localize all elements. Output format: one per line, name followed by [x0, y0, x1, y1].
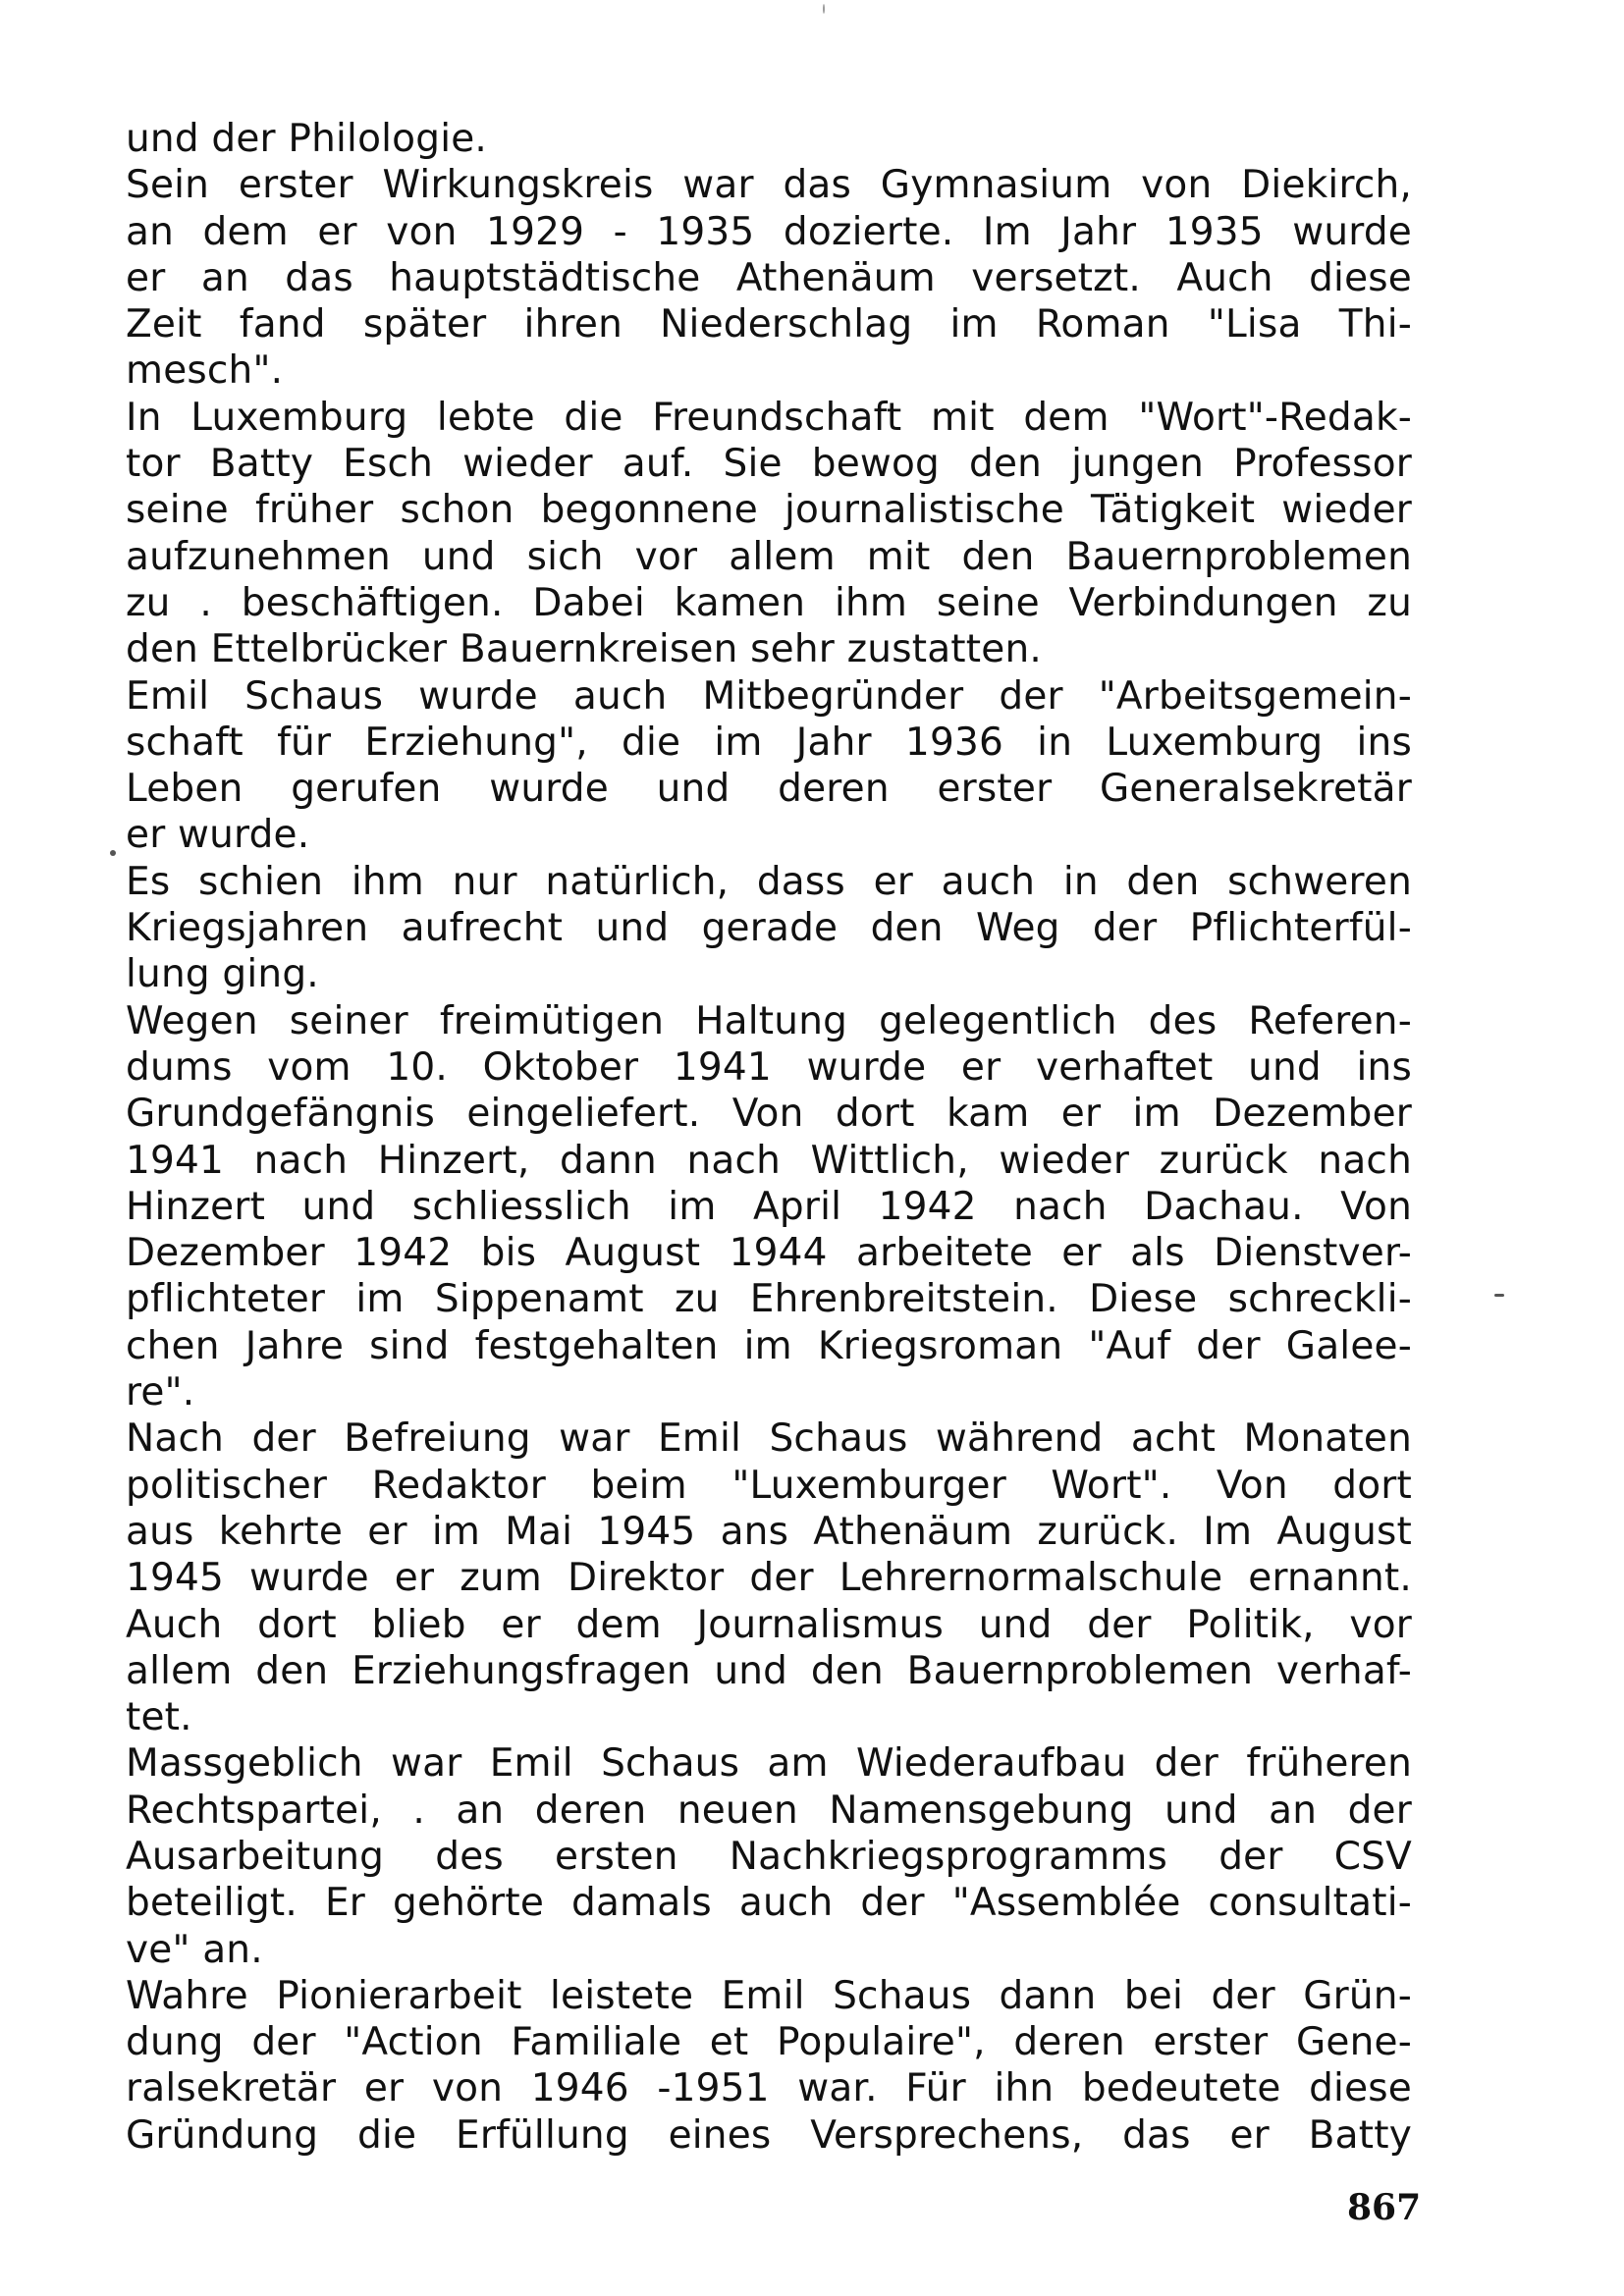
text-line: er an das hauptstädtische Athenäum versetzt. Auch diese [126, 255, 1412, 300]
text-line: 1945 wurde er zum Direktor der Lehrernormalschule ernannt. [126, 1556, 1412, 1601]
text-line: Wegen seiner freimütigen Haltung gelegentlich des Referen- [126, 998, 1412, 1043]
text-line: Sein erster Wirkungskreis war das Gymnasium von Diekirch, [126, 163, 1412, 208]
text-line: Massgeblich war Emil Schaus am Wiederaufbau der früheren [126, 1741, 1412, 1787]
text-line: Es schien ihm nur natürlich, dass er auch in den schweren [126, 859, 1412, 904]
text-line: Auch dort blieb er dem Journalismus und der Politik, vor [126, 1602, 1412, 1647]
text-line: dung der "Action Familiale et Populaire", deren erster Gene- [126, 2020, 1412, 2065]
text-line: Wahre Pionierarbeit leistete Emil Schaus dann bei der Grün- [126, 1973, 1412, 2018]
text-line: aus kehrte er im Mai 1945 ans Athenäum zurück. Im August [126, 1509, 1412, 1554]
text-line: seine früher schon begonnene journalistische Tätigkeit wieder [126, 488, 1412, 533]
text-line: Kriegsjahren aufrecht und gerade den Weg der Pflichterfül- [126, 906, 1412, 951]
text-line: ralsekretär er von 1946 -1951 war. Für ihn bedeutete diese [126, 2066, 1412, 2111]
body-text [126, 116, 1412, 2159]
text-line: an dem er von 1929 - 1935 dozierte. Im Jahr 1935 wurde [126, 209, 1412, 254]
scan-speck [110, 850, 116, 856]
page-number: 867 [1347, 2187, 1422, 2228]
text-line: Grundgefängnis eingeliefert. Von dort kam er im Dezember [126, 1092, 1412, 1137]
text-line: schaft für Erziehung", die im Jahr 1936 in Luxemburg ins [126, 720, 1412, 765]
text-line: 1941 nach Hinzert, dann nach Wittlich, wieder zurück nach [126, 1138, 1412, 1183]
text-line: Emil Schaus wurde auch Mitbegründer der "Arbeitsgemein- [126, 673, 1412, 719]
text-line: Leben gerufen wurde und deren erster Generalsekretär [126, 767, 1412, 812]
text-line: Gründung die Erfüllung eines Versprechens, das er Batty [126, 2112, 1412, 2158]
text-line: dums vom 10. Oktober 1941 wurde er verhaftet und ins [126, 1044, 1412, 1090]
text-line: tor Batty Esch wieder auf. Sie bewog den jungen Professor [126, 442, 1412, 487]
text-line: und der Philologie. [126, 117, 488, 161]
text-line: Zeit fand später ihren Niederschlag im Roman "Lisa Thi- [126, 302, 1412, 347]
text-line: aufzunehmen und sich vor allem mit den Bauernproblemen [126, 534, 1412, 579]
text-line: In Luxemburg lebte die Freundschaft mit dem "Wort"-Redak- [126, 395, 1412, 440]
scan-speck [823, 4, 825, 14]
text-line: allem den Erziehungsfragen und den Bauernproblemen verhaf- [126, 1648, 1412, 1693]
text-line: beteiligt. Er gehörte damals auch der "Assemblée consultati- [126, 1881, 1412, 1926]
text-line: zu . beschäftigen. Dabei kamen ihm seine Verbindungen zu [126, 580, 1412, 625]
text-line: ve" an. [126, 1927, 263, 1972]
text-line: er wurde. [126, 813, 310, 858]
text-line: Dezember 1942 bis August 1944 arbeitete er als Dienstver- [126, 1231, 1412, 1276]
text-line: pflichteter im Sippenamt zu Ehrenbreitstein. Diese schreckli- [126, 1277, 1412, 1322]
text-line: chen Jahre sind festgehalten im Kriegsroman "Auf der Galee- [126, 1323, 1412, 1368]
text-line: den Ettelbrücker Bauernkreisen sehr zustatten. [126, 627, 1042, 672]
text-line: Ausarbeitung des ersten Nachkriegsprogramms der CSV [126, 1834, 1412, 1879]
text-line: Hinzert und schliesslich im April 1942 nach Dachau. Von [126, 1184, 1412, 1229]
text-line: tet. [126, 1695, 192, 1740]
text-line: re". [126, 1370, 195, 1415]
text-line: lung ging. [126, 952, 319, 997]
text-line: Nach der Befreiung war Emil Schaus während acht Monaten [126, 1416, 1412, 1462]
scan-speck [1494, 1294, 1504, 1297]
text-line: politischer Redaktor beim "Luxemburger Wort". Von dort [126, 1463, 1412, 1508]
text-line: mesch". [126, 348, 284, 394]
text-line: Rechtspartei, . an deren neuen Namensgebung und an der [126, 1788, 1412, 1833]
